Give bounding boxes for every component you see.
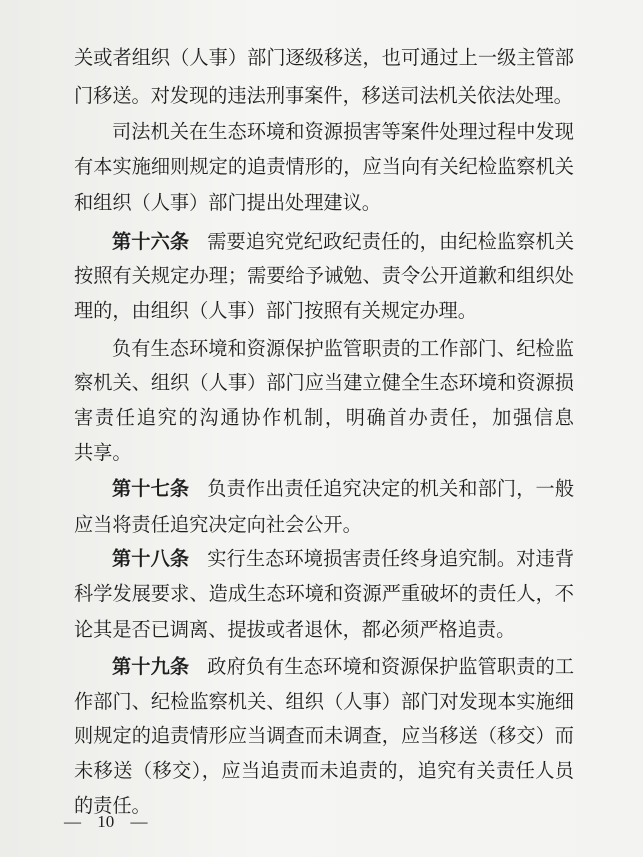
page-number-footer	[64, 808, 148, 836]
text-line: 门移送。对发现的违法刑事案件，移送司法机关依法处理。	[74, 84, 573, 107]
text-line: 未移送（移交），应当追责而未追责的，追究有关责任人员	[74, 759, 574, 782]
text-line: 论其是否已调离、提拔或者退休，都必须严格追责。	[74, 618, 516, 641]
text-line: 和组织（人事）部门提出处理建议。	[74, 191, 381, 214]
text-line: 理的，由组织（人事）部门按照有关规定办理。	[74, 299, 477, 322]
article-17-line	[112, 472, 574, 506]
text-line: 害责任追究的沟通协作机制，明确首办责任，加强信息	[74, 406, 574, 429]
text-line: 司法机关在生态环境和资源损害等案件处理过程中发现	[112, 120, 574, 143]
page-number: 10	[97, 812, 115, 831]
text-span: 需要追究党纪政纪责任的，由纪检监察机关	[207, 230, 575, 253]
text-line: 关或者组织（人事）部门逐级移送，也可通过上一级主管部	[74, 46, 574, 69]
page-dash-right: —	[130, 812, 148, 831]
text-line: 按照有关规定办理；需要给予诫勉、责令公开道歉和组织处	[74, 264, 574, 287]
article-heading: 第十八条	[112, 547, 190, 570]
article-18-line	[112, 542, 574, 576]
text-line: 察机关、组织（人事）部门应当建立健全生态环境和资源损	[74, 371, 574, 394]
text-line: 科学发展要求、造成生态环境和资源严重破坏的责任人，不	[74, 582, 574, 605]
page-dash-left: —	[64, 812, 81, 831]
text-line: 则规定的追责情形应当调查而未调查，应当移送（移交）而	[74, 724, 574, 747]
text-line: 有本实施细则规定的追责情形的，应当向有关纪检监察机关	[74, 155, 574, 178]
text-line: 的责任。	[74, 794, 151, 817]
text-span: 实行生态环境损害责任终身追究制。对违背	[207, 547, 575, 570]
text-span: 政府负有生态环境和资源保护监管职责的工	[207, 655, 575, 678]
text-line: 负有生态环境和资源保护监管职责的工作部门、纪检监	[112, 337, 574, 360]
article-heading: 第十六条	[112, 230, 190, 253]
text-line: 作部门、纪检监察机关、组织（人事）部门对发现本实施细	[74, 690, 574, 713]
article-16-line	[112, 225, 574, 259]
article-heading: 第十七条	[112, 477, 190, 500]
article-19-line	[112, 650, 574, 684]
text-line: 共享。	[74, 441, 132, 464]
text-line: 应当将责任追究决定向社会公开。	[74, 513, 362, 536]
article-heading: 第十九条	[112, 655, 190, 678]
text-span: 负责作出责任追究决定的机关和部门，一般	[207, 477, 575, 500]
